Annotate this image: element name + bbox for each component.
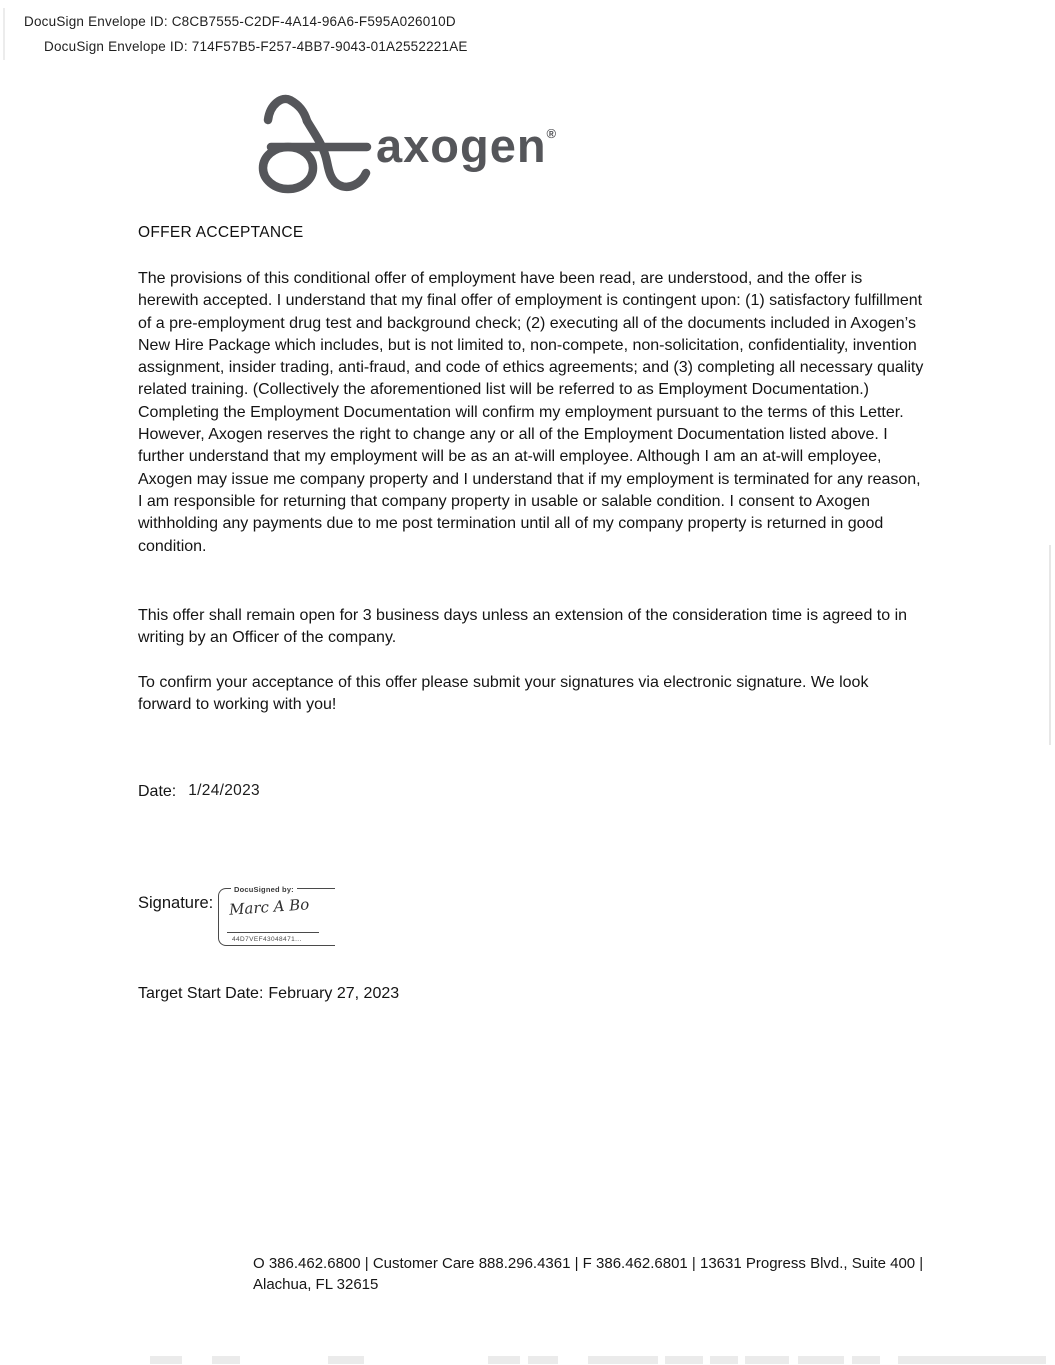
scan-artifact [665,1356,703,1364]
scan-artifact [528,1356,558,1364]
scan-artifact [745,1356,789,1364]
scan-artifact [150,1356,182,1364]
docusign-stamp-id: 44D7VEF43048471... [232,936,302,943]
offer-acceptance-heading: OFFER ACCEPTANCE [138,224,304,241]
axogen-logo [258,94,678,209]
footer-contact-info: O 386.462.6800 | Customer Care 888.296.4361 | F 386.462.6801 | 13631 Progress Blvd., Suite 400 | Alachua, FL 32615 [253,1255,924,1293]
scan-artifact [488,1356,520,1364]
target-start-date-row [138,985,399,1003]
scan-artifact [588,1356,658,1364]
scan-artifact-bottom-band [0,1356,1055,1365]
registered-trademark-symbol: ® [546,126,557,141]
body-paragraph-1: The provisions of this conditional offer of employment have been read, are understood, and the offer is herewith accepted. I understand that my final offer of employment is contingent upon: (1) satisfactory fulfillment of a pre-employment drug test and background check; (2) executing all of the documents included in Axogen’s New Hire Package which includes, but is not limited to, non-compete, non-solicitation, confidentiality, invention assignment, insider trading, anti-fraud, and code of ethics agreements; and (3) completing all necessary quality related training. (Collectively the aforementioned list will be referred to as Employment Documentation.) Completing the Employment Documentation will confirm my employment pursuant to the terms of this Letter. However, Axogen reserves the right to change any or all of the Employment Documentation listed above. I further understand that my employment will be as an at-will employee. Although I am an at-will employee, Axogen may issue me company property and I understand that if my employment is terminated for any reason, I am responsible for returning that company property in usable or salable condition. I consent to Axogen withholding any payments due to me post termination until all of my company property is returned in good condition. [138,270,924,555]
scan-artifact-right-edge [1049,545,1051,745]
scan-artifact [328,1356,364,1364]
axogen-brand-text: axogen [376,119,547,172]
scan-artifact [212,1356,240,1364]
target-start-date-value: February 27, 2023 [268,985,400,1002]
signature-underline [227,932,319,933]
docusigned-by-label: DocuSigned by: [231,885,297,894]
signature-label: Signature: [138,894,214,912]
date-row [138,783,260,801]
body-paragraph-2: This offer shall remain open for 3 business days unless an extension of the consideration time is agreed to in writing by an Officer of the company. [138,607,908,647]
scan-artifact [852,1356,880,1364]
body-paragraph-3: To confirm your acceptance of this offer please submit your signatures via electronic signature. We look forward to working with you! [138,674,869,714]
axogen-logo-glyph-icon [258,94,372,198]
scan-artifact [798,1356,844,1364]
docusign-signature-stamp [218,885,335,946]
axogen-wordmark [376,118,556,173]
signature-handwriting: Marc A Bo [228,895,310,919]
date-value: 1/24/2023 [188,782,260,799]
docusign-envelope-id-1: DocuSign Envelope ID: C8CB7555-C2DF-4A14-96A6-F595A026010D [24,14,456,29]
scan-artifact [898,1356,1046,1364]
target-start-date-label: Target Start Date: [138,985,264,1002]
docusign-envelope-id-2: DocuSign Envelope ID: 714F57B5-F257-4BB7-9043-01A2552221AE [44,39,468,54]
date-label: Date: [138,783,177,800]
scan-artifact-left-edge [3,8,5,60]
scan-artifact [710,1356,738,1364]
